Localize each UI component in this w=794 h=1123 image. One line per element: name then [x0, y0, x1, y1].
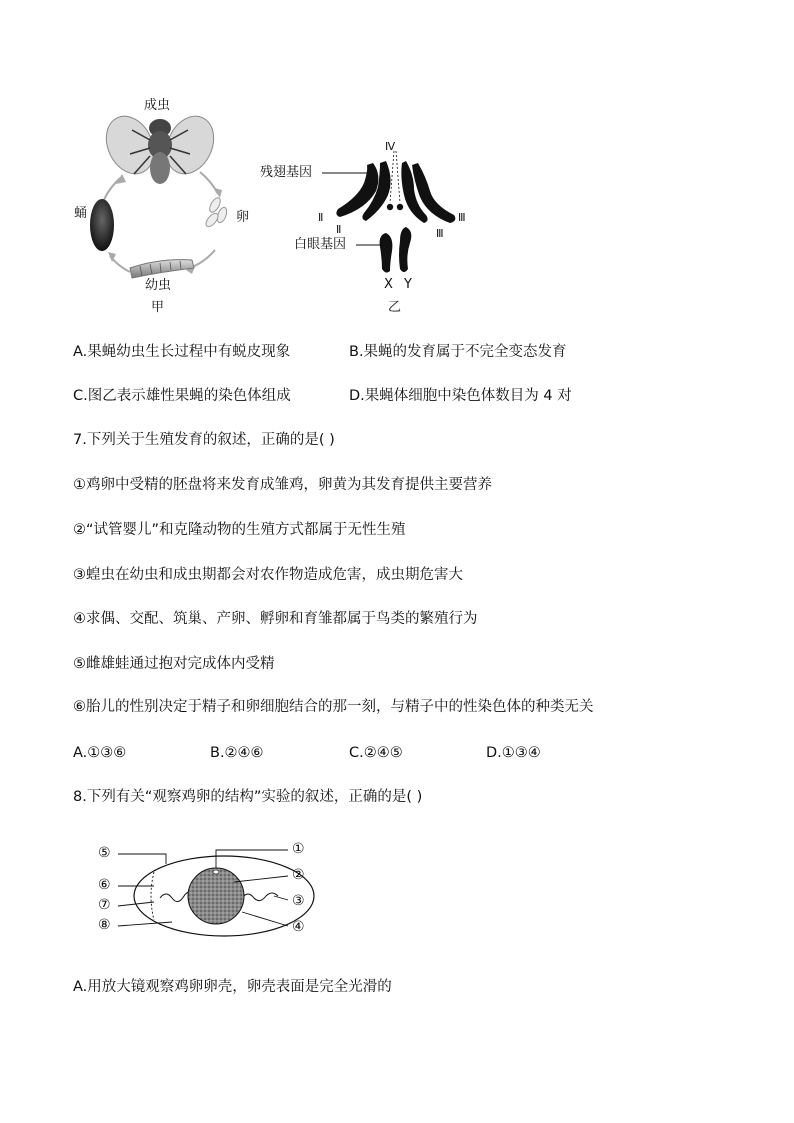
q6-option-c[interactable]: C.图乙表示雄性果蝇的染色体组成	[73, 388, 291, 404]
label-adult: 成虫	[144, 98, 171, 113]
q7-option-b[interactable]: B.②④⑥	[210, 745, 264, 761]
q7-item-2: ②“试管婴儿”和克隆动物的生殖方式都属于无性生殖	[73, 522, 406, 538]
egg-label-8: ⑧	[98, 917, 111, 933]
egg-label-5: ⑤	[98, 845, 111, 861]
q7-option-c[interactable]: C.②④⑤	[349, 745, 403, 761]
egg-yolk	[188, 868, 244, 924]
q8-option-a[interactable]: A.用放大镜观察鸡卵卵壳，卵壳表面是完全光滑的	[73, 979, 392, 995]
q7-stem: 7.下列关于生殖发育的叙述，正确的是( )	[73, 432, 335, 448]
chromosome-y	[399, 227, 411, 272]
egg-label-2: ②	[292, 867, 305, 883]
q6-option-d[interactable]: D.果蝇体细胞中染色体数目为 4 对	[349, 388, 572, 404]
figure-lifecycle	[60, 90, 260, 325]
figure-egg-structure	[92, 838, 332, 948]
q7-option-a[interactable]: A.①③⑥	[73, 745, 127, 761]
egg-label-4: ④	[292, 919, 305, 935]
egg-label-7: ⑦	[98, 897, 111, 913]
label-roman-iii-outer: Ⅲ	[458, 211, 466, 224]
cycle-arrows	[104, 172, 218, 272]
label-white-eye-gene: 白眼基因	[294, 237, 347, 252]
label-roman-ii-inner: Ⅱ	[336, 223, 342, 236]
egg-label-3: ③	[292, 893, 305, 909]
label-roman-iv: Ⅳ	[385, 140, 396, 153]
egg-label-6: ⑥	[98, 877, 111, 893]
q7-item-3: ③蝗虫在幼虫和成虫期都会对农作物造成危害，成虫期危害大	[73, 567, 463, 583]
q8-stem: 8.下列有关“观察鸡卵的结构”实验的叙述，正确的是( )	[73, 789, 423, 805]
label-x: X	[384, 277, 393, 292]
label-y: Y	[404, 277, 412, 292]
q7-item-4: ④求偶、交配、筑巢、产卵、孵卵和育雏都属于鸟类的繁殖行为	[73, 611, 478, 627]
adult-fly-icon	[97, 109, 222, 184]
pupa-icon	[90, 199, 114, 251]
label-egg: 卵	[236, 210, 250, 225]
q6-option-b[interactable]: B.果蝇的发育属于不完全变态发育	[349, 344, 567, 360]
q7-item-1: ①鸡卵中受精的胚盘将来发育成雏鸡，卵黄为其发育提供主要营养	[73, 477, 492, 493]
egg-label-1: ①	[292, 841, 305, 857]
label-roman-ii-outer: Ⅱ	[318, 211, 324, 224]
figure-chromosomes	[258, 135, 488, 325]
q6-option-a[interactable]: A.果蝇幼虫生长过程中有蜕皮现象	[73, 344, 291, 360]
label-vestigial-gene: 残翅基因	[260, 165, 313, 180]
chromosome-drawing	[258, 135, 488, 325]
chromosome-iv-a	[387, 204, 393, 210]
q7-item-5: ⑤雌雄蛙通过抱对完成体内受精	[73, 656, 275, 672]
chromosome-iv-b	[397, 204, 403, 210]
larva-icon	[130, 260, 194, 278]
label-larva: 幼虫	[145, 278, 172, 293]
chromosome-x	[380, 233, 393, 273]
label-roman-iii-inner: Ⅲ	[436, 227, 444, 240]
q7-item-6: ⑥胎儿的性别决定于精子和卵细胞结合的那一刻，与精子中的性染色体的种类无关	[73, 699, 594, 715]
caption-yi: 乙	[388, 300, 402, 315]
egg-icon	[204, 196, 229, 229]
germinal-disc	[213, 870, 219, 874]
caption-jia: 甲	[151, 300, 165, 315]
q7-option-d[interactable]: D.①③④	[486, 745, 541, 761]
label-pupa: 蛹	[74, 206, 88, 221]
